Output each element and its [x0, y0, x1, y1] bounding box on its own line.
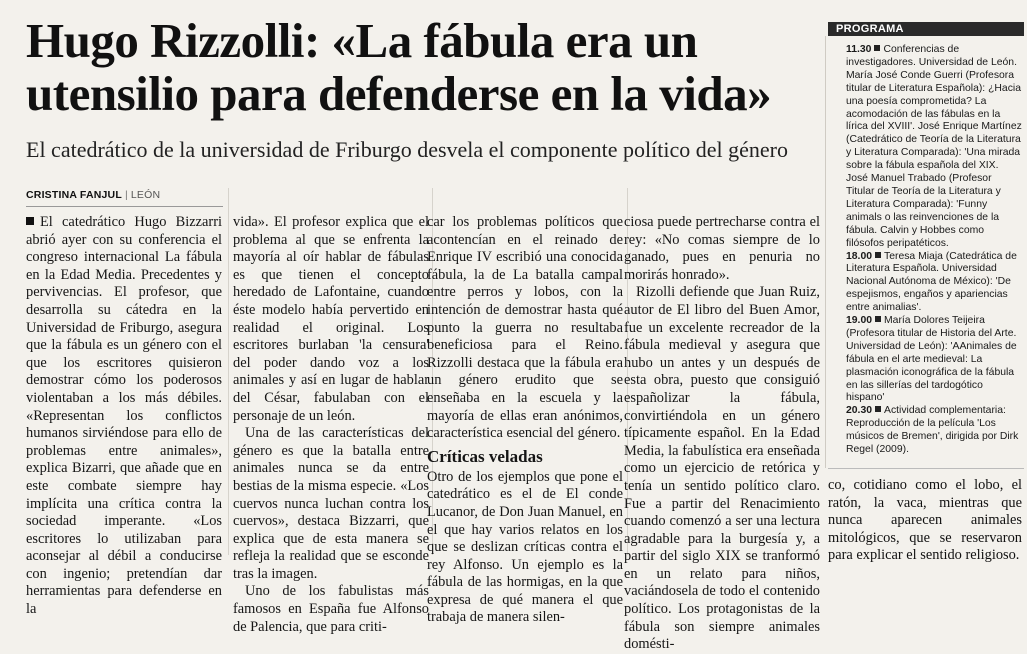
bullet-square-icon: [875, 406, 881, 412]
program-time: 20.30: [846, 405, 873, 417]
program-time: 19.00: [846, 315, 873, 327]
program-item: [846, 44, 1022, 251]
byline-separator: |: [124, 189, 128, 201]
column-divider: [228, 188, 229, 555]
headline-line-1: Hugo Rizzolli: «La fábula era un: [26, 13, 698, 68]
program-text: María Dolores Teijeira (Profesora titular de Historia del Arte. Universidad de León): 'AAnimales de fábula en el arte medieval: La plasmación iconográfica de la fábula en las sillerías del tardogótico hispano': [846, 315, 1017, 404]
headline: [26, 14, 816, 120]
article-paragraph-text: El catedrático Hugo Bizzarri abrió ayer con su conferencia el congreso internacional La fábula en la Edad Media. Precedentes y pervivencias. El profesor, que desarrolla su cátedra en la Universidad de Friburgo, asegura que la fábula es un género con el que los escritores quisieron demostrar cómo los poderosos violentaban a los más débiles. «Representan los conflictos humanos sirviéndose para ello de problemas entre animales», explica Bizarri, que añade que en este combate siempre hay implícita una crítica contra la sociedad imperante. «Los escritores lo utilizaban para aconsejar al débil a conducirse con ingenio; pretendían dar herramientas para defenderse en la: [26, 214, 222, 618]
article-paragraph: vida». El profesor explica que el problema al que se enfrenta la mayoría al oír hablar de fábulas es que tienen el concepto heredado de Lafontaine, cuando éste modelo había pervertido en realidad el original. Los escritores burlaban 'la censura' del poder dando voz a los animales y así en lugar de hablar del César, fabulaban con el personaje de un león.: [233, 214, 429, 424]
article-column-1: [26, 214, 222, 619]
program-text: Actividad complementaria: Reproducción de la película 'Los músicos de Bremen', dirigida por Dirk Regel (2009).: [846, 405, 1019, 456]
program-item: [846, 315, 1022, 405]
byline-rule: [26, 206, 223, 207]
article-column-5: [828, 477, 1022, 565]
bullet-square-icon: [874, 45, 880, 51]
article-paragraph: co, cotidiano como el lobo, el ratón, la vaca, mientras que nunca aparecen animales mitológicos, que se reservaron para explicar el sentido religioso.: [828, 477, 1022, 564]
article-column-4: [624, 214, 820, 654]
article-paragraph: [26, 214, 222, 619]
byline: [26, 189, 160, 201]
program-item: [846, 251, 1022, 316]
article-paragraph: Rizolli defiende que Juan Ruiz, autor de El libro del Buen Amor, fue un excelente recreador de la fábula medieval y asegura que hubo un antes y un después de esta obra, puesto que consiguió españolizar la fábula, convirtiéndola en un género típicamente español. En la Edad Media, la fabulística era enseñada como un ejercicio de retórica y tenía un sentido político claro. Fue a partir del Renacimiento cuando comenzó a ser una lectura agradable para la burgesía y, a partir del siglo XIX se tranformó en un relato para niños, vaciándosela de todo el contenido político. Los protagonistas de la fábula son siempre animales domésti-: [624, 284, 820, 653]
lead-square-icon: [26, 217, 34, 225]
article-column-3: [427, 214, 623, 627]
program-time: 11.30: [846, 44, 872, 55]
bullet-square-icon: [875, 252, 881, 258]
article-paragraph: Uno de los fabulistas más famosos en España fue Alfonso de Palencia, que para criti-: [233, 583, 429, 635]
article-column-2: [233, 214, 429, 636]
program-item: [846, 405, 1022, 457]
program-list: [846, 44, 1022, 457]
article-paragraph: ciosa puede pertrecharse contra el rey: «No comas siempre de lo ganado, pues en penuria no morirás honrado».: [624, 214, 820, 283]
article-paragraph: Otro de los ejemplos que pone el catedrático es el de El conde Lucanor, de Don Juan Manuel, en el que hay varios relatos en los que se deslizan críticas contra el rey Alfonso. Un ejemplo es la fábula de las hormigas, en la que expresa de qué manera el que trabaja de manera silen-: [427, 468, 623, 626]
headline-line-2: utensilio para defenderse en la vida»: [26, 66, 772, 121]
sidebar-frame: [825, 36, 826, 468]
program-text: Conferencias de investigadores. Universidad de León. María José Conde Guerri (Profesora titular de Literatura Española): ¿Hacia una poesía comprometida? La acomodación de las fábulas en la lírica del XVIII'. José Enrique Martínez (Catedrático de Teoría de la Literatura y Literatura Comparada): 'Una mirada sobre la fábula española del XIX. José Manuel Trabado (Profesor Titular de Teoría de la Literatura y Literatura Comparada): 'Funny animals o las reinvenciones de la fábula. Calvin y Hobbes como filósofos peripatéticos.: [846, 44, 1022, 249]
subheadline: El catedrático de la universidad de Friburgo desvela el componente político del género: [26, 137, 788, 162]
byline-author: CRISTINA FANJUL: [26, 189, 122, 201]
article-paragraph: car los problemas políticos que acontencían en el reinado de Enrique IV escribió una conocida fábula, la de La batalla campal entre perros y lobos, con la intención de demostrar hasta qué punto la guerra no resultaba beneficiosa para el Reino. Rizzolli destaca que la fábula era un género erudito que se enseñaba en la escuela y la mayoría de ellas eran anónimos, característica esencial del género.: [427, 214, 623, 442]
article-paragraph: Una de las características del género es que la batalla entre animales nunca se da entre bestias de la misma especie. «Los cuervos nunca luchan contra los cuervos», destaca Bizzarri, que explica que de esta manera se refleja la realidad que se esconde tras la imagen.: [233, 425, 429, 582]
bullet-square-icon: [875, 316, 881, 322]
sidebar-bottom-rule: [828, 468, 1024, 469]
byline-place: LEÓN: [130, 189, 161, 201]
crosshead: Críticas veladas: [427, 446, 543, 466]
sidebar-title: PROGRAMA: [828, 22, 1024, 36]
program-text: Teresa Miaja (Catedrática de Literatura Española. Universidad Nacional Autónoma de México): 'De espejismos, engaños y apariencias entre animalias'.: [846, 250, 1017, 314]
program-time: 18.00: [846, 250, 873, 262]
